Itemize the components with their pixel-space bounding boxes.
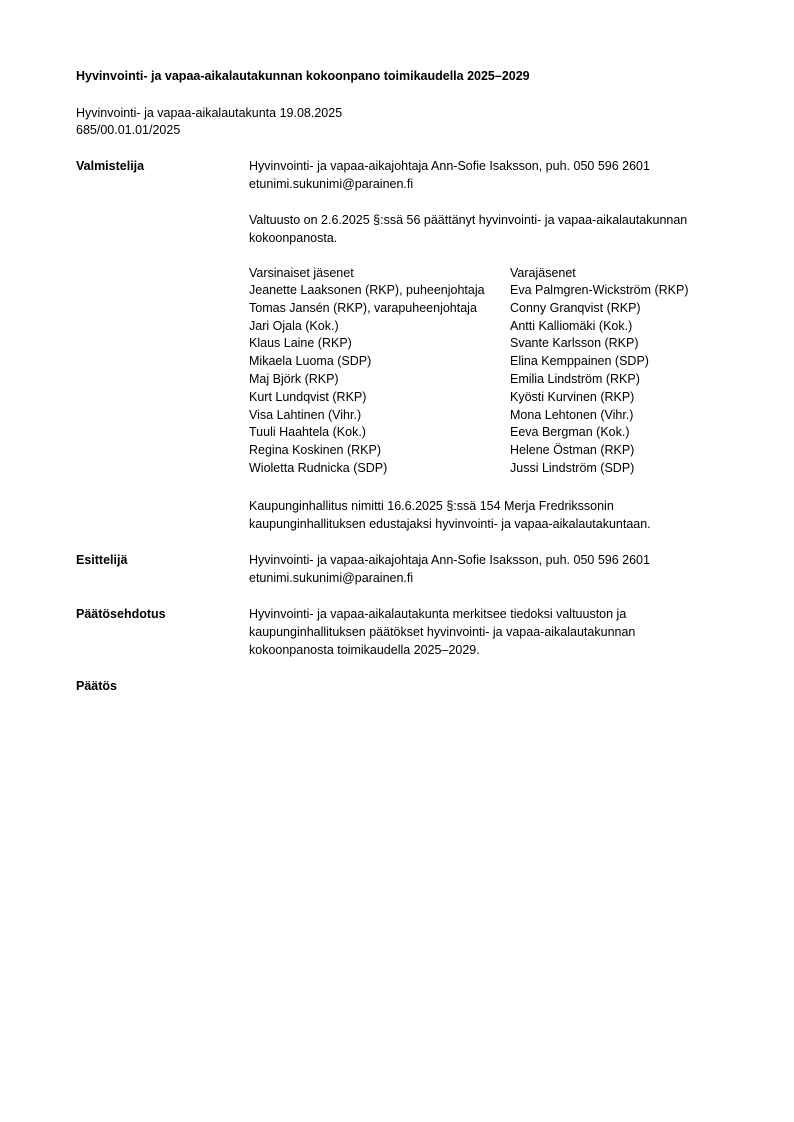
deputy-item: Conny Granqvist (RKP)	[510, 300, 641, 315]
deputy-item: Eva Palmgren-Wickström (RKP)	[510, 283, 689, 297]
paatosehdotus-line-1: Hyvinvointi- ja vapaa-aikalautakunta merkitsee tiedoksi valtuuston ja	[249, 607, 627, 621]
deputy-item: Kyösti Kurvinen (RKP)	[510, 389, 635, 404]
member-item: Jari Ojala (Kok.)	[249, 318, 339, 333]
valtuusto-decision-line-2: kokoonpanosta.	[249, 231, 338, 245]
members-list	[249, 282, 485, 478]
deputies-header: Varajäsenet	[510, 266, 576, 280]
member-item: Kurt Lundqvist (RKP)	[249, 389, 367, 404]
member-item: Tomas Jansén (RKP), varapuheenjohtaja	[249, 300, 477, 315]
member-item: Visa Lahtinen (Vihr.)	[249, 407, 362, 422]
deputy-item: Antti Kalliomäki (Kok.)	[510, 318, 633, 333]
case-number: 685/00.01.01/2025	[76, 123, 181, 137]
deputy-item: Svante Karlsson (RKP)	[510, 336, 639, 351]
valmistelija-person: Hyvinvointi- ja vapaa-aikajohtaja Ann-Sofie Isaksson, puh. 050 596 2601	[249, 159, 650, 173]
paatosehdotus-line-3: kokoonpanosta toimikaudella 2025–2029.	[249, 643, 480, 657]
valmistelija-label: Valmistelija	[76, 159, 145, 173]
valmistelija-email: etunimi.sukunimi@parainen.fi	[249, 177, 414, 191]
paatosehdotus-label: Päätösehdotus	[76, 607, 166, 621]
valtuusto-decision-line-1: Valtuusto on 2.6.2025 §:ssä 56 päättänyt hyvinvointi- ja vapaa-aikalautakunnan	[249, 213, 688, 227]
document-title: Hyvinvointi- ja vapaa-aikalautakunnan kokoonpano toimikaudella 2025–2029	[76, 69, 530, 83]
paatos-label: Päätös	[76, 679, 117, 693]
council-appointment-line-1: Kaupunginhallitus nimitti 16.6.2025 §:ssä 154 Merja Fredrikssonin	[249, 499, 614, 513]
member-item: Tuuli Haahtela (Kok.)	[249, 425, 366, 440]
esittelija-label: Esittelijä	[76, 553, 128, 567]
deputy-item: Mona Lehtonen (Vihr.)	[510, 407, 634, 422]
members-header: Varsinaiset jäsenet	[249, 266, 354, 280]
deputy-item: Eeva Bergman (Kok.)	[510, 425, 630, 440]
member-item: Regina Koskinen (RKP)	[249, 443, 382, 458]
member-item: Jeanette Laaksonen (RKP), puheenjohtaja	[249, 283, 485, 297]
deputies-list	[510, 282, 689, 478]
esittelija-person: Hyvinvointi- ja vapaa-aikajohtaja Ann-Sofie Isaksson, puh. 050 596 2601	[249, 553, 650, 567]
deputy-item: Jussi Lindström (SDP)	[510, 460, 635, 475]
member-item: Maj Björk (RKP)	[249, 371, 339, 386]
member-item: Klaus Laine (RKP)	[249, 336, 352, 351]
deputy-item: Helene Östman (RKP)	[510, 443, 635, 458]
deputy-item: Emilia Lindström (RKP)	[510, 371, 640, 386]
council-appointment-line-2: kaupunginhallituksen edustajaksi hyvinvointi- ja vapaa-aikalautakuntaan.	[249, 517, 651, 531]
paatosehdotus-line-2: kaupunginhallituksen päätökset hyvinvointi- ja vapaa-aikalautakunnan	[249, 625, 636, 639]
member-item: Mikaela Luoma (SDP)	[249, 354, 372, 369]
esittelija-email: etunimi.sukunimi@parainen.fi	[249, 571, 414, 585]
deputy-item: Elina Kemppainen (SDP)	[510, 354, 649, 369]
member-item: Wioletta Rudnicka (SDP)	[249, 460, 388, 475]
meeting-line: Hyvinvointi- ja vapaa-aikalautakunta 19.08.2025	[76, 106, 343, 120]
